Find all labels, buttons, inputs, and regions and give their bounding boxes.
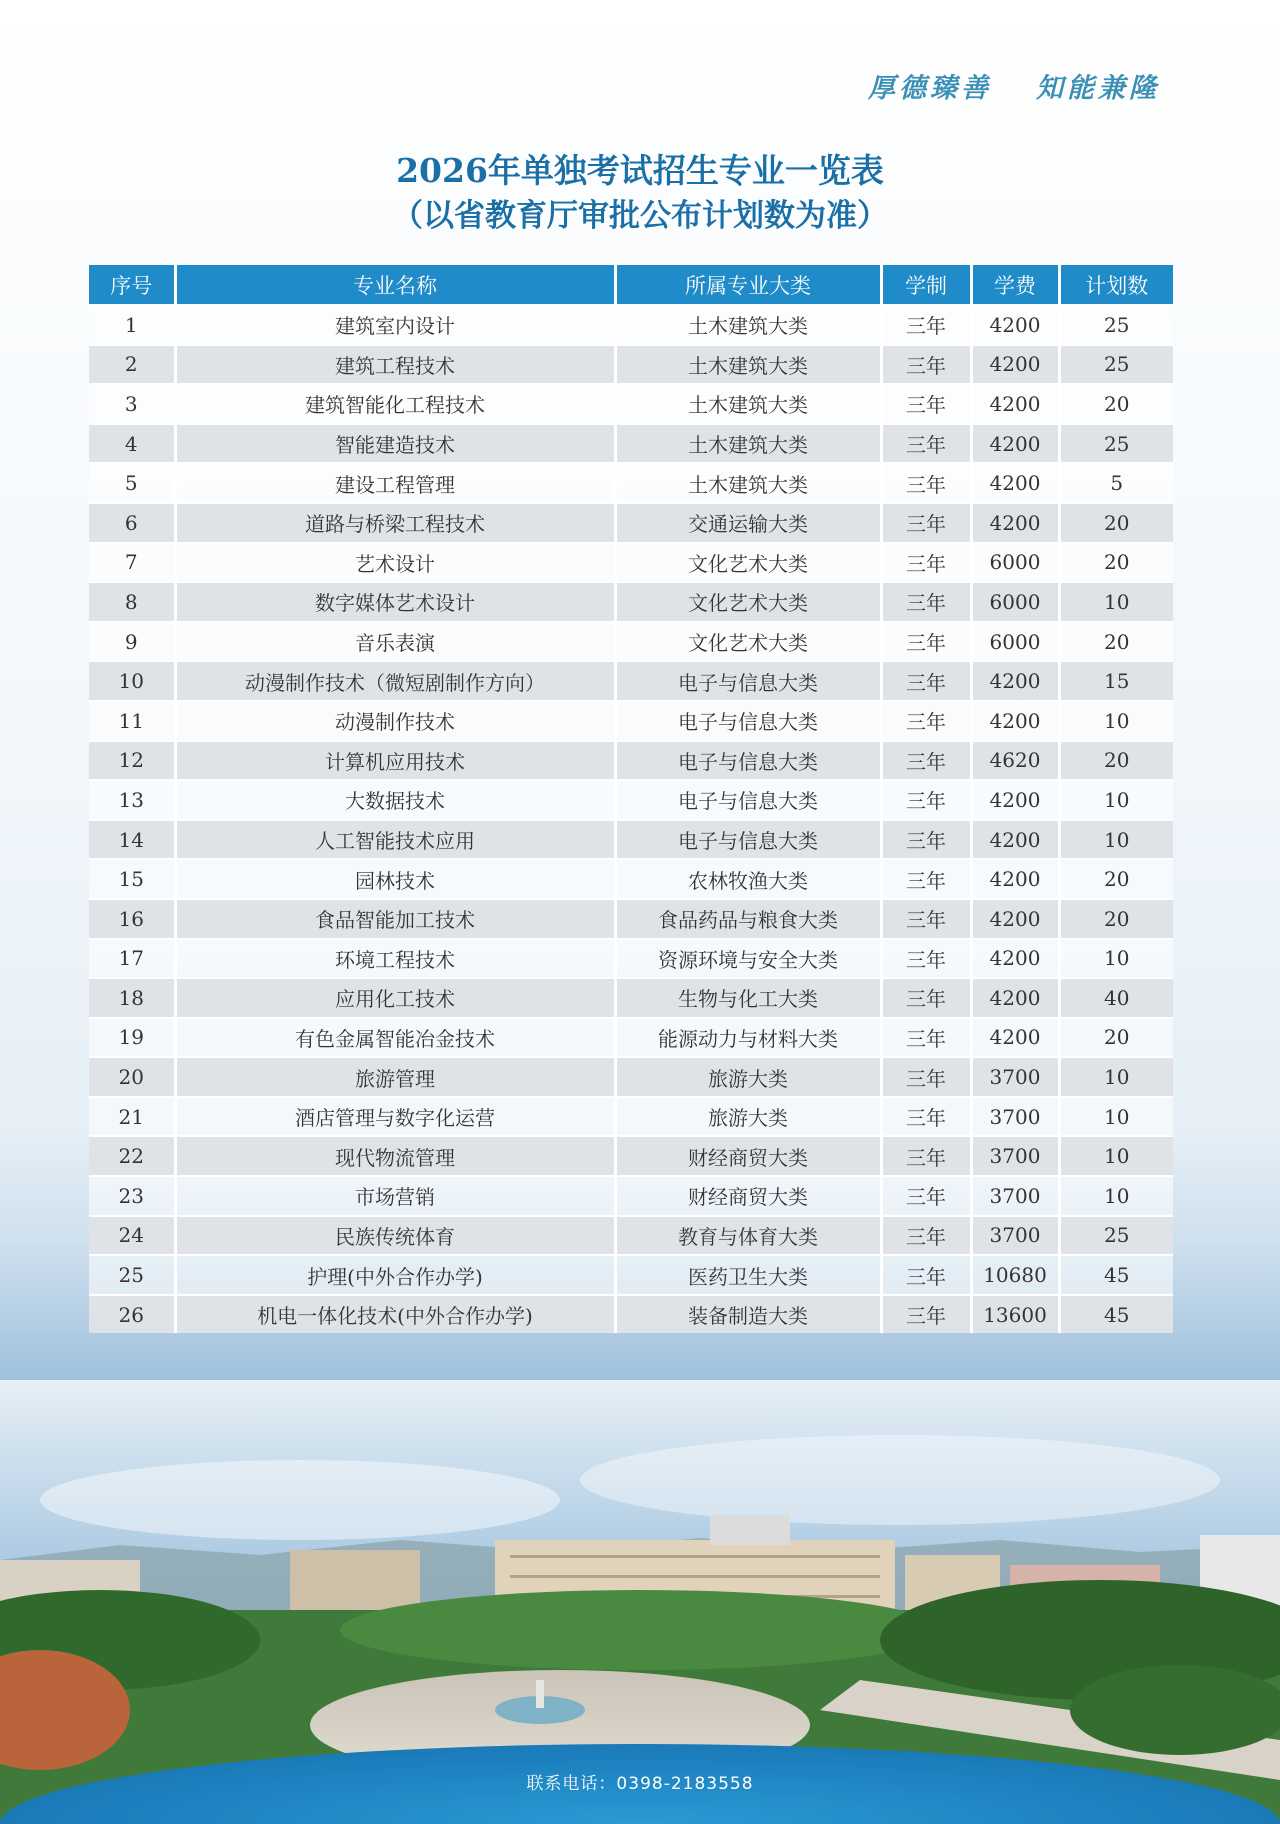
cell-category: 电子与信息大类 [615,661,881,701]
cell-index: 22 [89,1136,175,1176]
cell-index: 2 [89,345,175,385]
cell-index: 16 [89,899,175,939]
cell-category: 电子与信息大类 [615,780,881,820]
cell-duration: 三年 [881,1097,971,1137]
cell-major: 应用化工技术 [175,978,615,1018]
cell-index: 26 [89,1295,175,1334]
cell-duration: 三年 [881,978,971,1018]
cell-index: 14 [89,820,175,860]
cell-duration: 三年 [881,859,971,899]
cell-tuition: 4200 [971,463,1059,503]
cell-quota: 45 [1059,1295,1173,1334]
cell-duration: 三年 [881,1295,971,1334]
motto-left: 厚德臻善 [868,73,992,104]
table-row [89,820,1173,860]
cell-category: 财经商贸大类 [615,1176,881,1216]
cell-index: 3 [89,384,175,424]
cell-category: 生物与化工大类 [615,978,881,1018]
cell-index: 12 [89,741,175,781]
cell-tuition: 4200 [971,820,1059,860]
cell-major: 动漫制作技术 [175,701,615,741]
cell-major: 建筑智能化工程技术 [175,384,615,424]
cell-tuition: 4200 [971,384,1059,424]
cell-category: 土木建筑大类 [615,345,881,385]
cell-tuition: 4200 [971,424,1059,464]
table-row [89,899,1173,939]
cell-quota: 10 [1059,939,1173,979]
cell-category: 文化艺术大类 [615,622,881,662]
header-index: 序号 [89,265,175,305]
cell-tuition: 4200 [971,701,1059,741]
cell-category: 土木建筑大类 [615,463,881,503]
cell-category: 土木建筑大类 [615,384,881,424]
cell-quota: 20 [1059,859,1173,899]
cell-tuition: 4200 [971,899,1059,939]
cell-tuition: 3700 [971,1136,1059,1176]
table-row [89,622,1173,662]
cell-duration: 三年 [881,1255,971,1295]
cell-category: 电子与信息大类 [615,701,881,741]
cell-quota: 25 [1059,305,1173,345]
table-row [89,1176,1173,1216]
cell-category: 文化艺术大类 [615,582,881,622]
cell-category: 农林牧渔大类 [615,859,881,899]
table-row [89,1136,1173,1176]
cell-tuition: 10680 [971,1255,1059,1295]
cell-duration: 三年 [881,661,971,701]
cell-index: 5 [89,463,175,503]
table-row [89,939,1173,979]
cell-quota: 40 [1059,978,1173,1018]
table-row [89,701,1173,741]
cell-major: 大数据技术 [175,780,615,820]
cell-index: 4 [89,424,175,464]
cell-tuition: 4200 [971,780,1059,820]
table-row [89,582,1173,622]
school-motto [868,66,1160,105]
cell-category: 医药卫生大类 [615,1255,881,1295]
cell-major: 艺术设计 [175,543,615,583]
cell-category: 文化艺术大类 [615,543,881,583]
cell-duration: 三年 [881,424,971,464]
cell-major: 护理(中外合作办学) [175,1255,615,1295]
contact-phone: 联系电话：0398-2183558 [526,1774,754,1794]
cell-category: 财经商贸大类 [615,1136,881,1176]
cell-quota: 10 [1059,582,1173,622]
table-row [89,305,1173,345]
cell-category: 资源环境与安全大类 [615,939,881,979]
cell-major: 环境工程技术 [175,939,615,979]
cell-duration: 三年 [881,582,971,622]
header-duration: 学制 [881,265,971,305]
cell-tuition: 4620 [971,741,1059,781]
table-row [89,1097,1173,1137]
cell-major: 园林技术 [175,859,615,899]
cell-index: 6 [89,503,175,543]
cell-category: 交通运输大类 [615,503,881,543]
cell-duration: 三年 [881,1018,971,1058]
cell-major: 动漫制作技术（微短剧制作方向） [175,661,615,701]
cell-quota: 45 [1059,1255,1173,1295]
enrollment-table [89,265,1173,1333]
cell-index: 1 [89,305,175,345]
cell-duration: 三年 [881,1136,971,1176]
table-row [89,1018,1173,1058]
cell-index: 9 [89,622,175,662]
table-header-row [89,265,1173,305]
cell-duration: 三年 [881,622,971,662]
cell-category: 土木建筑大类 [615,305,881,345]
cell-quota: 10 [1059,820,1173,860]
cell-quota: 5 [1059,463,1173,503]
cell-category: 旅游大类 [615,1097,881,1137]
table-row [89,345,1173,385]
cell-index: 20 [89,1057,175,1097]
cell-major: 有色金属智能冶金技术 [175,1018,615,1058]
header-major: 专业名称 [175,265,615,305]
cell-quota: 20 [1059,622,1173,662]
cell-major: 建筑室内设计 [175,305,615,345]
cell-quota: 10 [1059,780,1173,820]
cell-major: 数字媒体艺术设计 [175,582,615,622]
table-row [89,1295,1173,1334]
cell-tuition: 3700 [971,1216,1059,1256]
cell-quota: 20 [1059,899,1173,939]
cell-tuition: 4200 [971,503,1059,543]
cell-quota: 25 [1059,424,1173,464]
cell-quota: 10 [1059,701,1173,741]
cell-quota: 20 [1059,543,1173,583]
cell-duration: 三年 [881,543,971,583]
cell-tuition: 3700 [971,1097,1059,1137]
cell-category: 土木建筑大类 [615,424,881,464]
cell-major: 机电一体化技术(中外合作办学) [175,1295,615,1334]
cell-major: 市场营销 [175,1176,615,1216]
cell-duration: 三年 [881,701,971,741]
cell-tuition: 4200 [971,305,1059,345]
cell-major: 酒店管理与数字化运营 [175,1097,615,1137]
header-quota: 计划数 [1059,265,1173,305]
cell-index: 19 [89,1018,175,1058]
motto-right: 知能兼隆 [1036,73,1160,104]
cell-major: 民族传统体育 [175,1216,615,1256]
cell-tuition: 4200 [971,978,1059,1018]
cell-index: 18 [89,978,175,1018]
cell-duration: 三年 [881,463,971,503]
cell-tuition: 6000 [971,543,1059,583]
cell-index: 24 [89,1216,175,1256]
cell-category: 电子与信息大类 [615,820,881,860]
cell-tuition: 13600 [971,1295,1059,1334]
cell-major: 旅游管理 [175,1057,615,1097]
cell-quota: 20 [1059,503,1173,543]
cell-category: 教育与体育大类 [615,1216,881,1256]
header-category: 所属专业大类 [615,265,881,305]
table-row [89,384,1173,424]
cell-tuition: 4200 [971,661,1059,701]
cell-major: 建筑工程技术 [175,345,615,385]
table-row [89,780,1173,820]
cell-index: 13 [89,780,175,820]
cell-major: 智能建造技术 [175,424,615,464]
cell-duration: 三年 [881,820,971,860]
cell-category: 能源动力与材料大类 [615,1018,881,1058]
cell-tuition: 6000 [971,582,1059,622]
cell-tuition: 6000 [971,622,1059,662]
cell-quota: 10 [1059,1097,1173,1137]
table-row [89,978,1173,1018]
cell-tuition: 3700 [971,1057,1059,1097]
cell-quota: 20 [1059,1018,1173,1058]
cell-tuition: 3700 [971,1176,1059,1216]
cell-category: 装备制造大类 [615,1295,881,1334]
cell-duration: 三年 [881,384,971,424]
cell-index: 23 [89,1176,175,1216]
table-row [89,1057,1173,1097]
cell-duration: 三年 [881,741,971,781]
cell-duration: 三年 [881,305,971,345]
cell-index: 21 [89,1097,175,1137]
cell-duration: 三年 [881,1176,971,1216]
cell-major: 建设工程管理 [175,463,615,503]
cell-index: 25 [89,1255,175,1295]
cell-duration: 三年 [881,1057,971,1097]
table-row [89,1255,1173,1295]
cell-category: 食品药品与粮食大类 [615,899,881,939]
title-line-1: 2026年单独考试招生专业一览表 [396,151,884,190]
cell-index: 11 [89,701,175,741]
cell-quota: 10 [1059,1136,1173,1176]
table-row [89,661,1173,701]
cell-major: 现代物流管理 [175,1136,615,1176]
table-row [89,424,1173,464]
cell-tuition: 4200 [971,939,1059,979]
cell-index: 7 [89,543,175,583]
table-row [89,741,1173,781]
table-row [89,859,1173,899]
cell-duration: 三年 [881,899,971,939]
cell-duration: 三年 [881,939,971,979]
cell-index: 17 [89,939,175,979]
cell-category: 旅游大类 [615,1057,881,1097]
cell-tuition: 4200 [971,859,1059,899]
title-line-2: （以省教育厅审批公布计划数为准） [392,198,888,234]
cell-index: 15 [89,859,175,899]
cell-quota: 15 [1059,661,1173,701]
cell-major: 道路与桥梁工程技术 [175,503,615,543]
cell-major: 人工智能技术应用 [175,820,615,860]
cell-quota: 10 [1059,1176,1173,1216]
cell-duration: 三年 [881,780,971,820]
cell-major: 食品智能加工技术 [175,899,615,939]
cell-index: 8 [89,582,175,622]
cell-tuition: 4200 [971,1018,1059,1058]
cell-duration: 三年 [881,345,971,385]
cell-duration: 三年 [881,1216,971,1256]
table-row [89,543,1173,583]
cell-category: 电子与信息大类 [615,741,881,781]
cell-quota: 25 [1059,345,1173,385]
cell-duration: 三年 [881,503,971,543]
cell-major: 计算机应用技术 [175,741,615,781]
table-row [89,1216,1173,1256]
page-title [0,150,1280,240]
header-tuition: 学费 [971,265,1059,305]
cell-quota: 20 [1059,384,1173,424]
table-row [89,503,1173,543]
cell-quota: 10 [1059,1057,1173,1097]
cell-quota: 25 [1059,1216,1173,1256]
cell-index: 10 [89,661,175,701]
cell-tuition: 4200 [971,345,1059,385]
table-row [89,463,1173,503]
cell-major: 音乐表演 [175,622,615,662]
cell-quota: 20 [1059,741,1173,781]
